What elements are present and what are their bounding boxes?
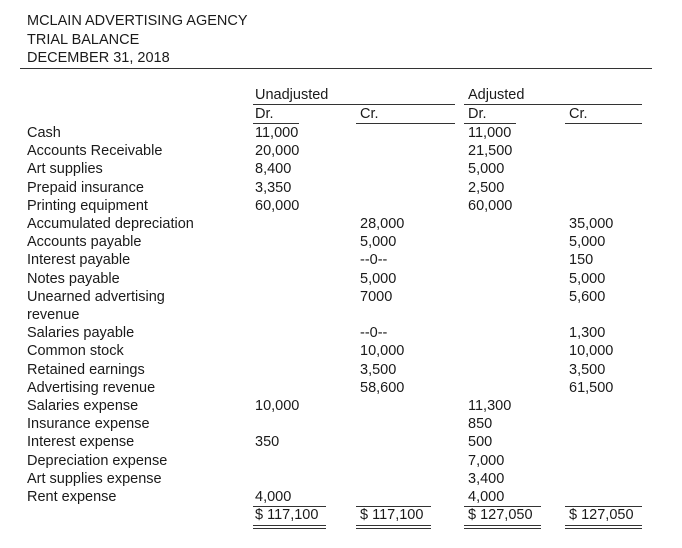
account-label: Depreciation expense xyxy=(27,452,168,469)
group-rule-adjusted xyxy=(464,104,642,105)
table-row xyxy=(0,306,682,324)
statement-date: DECEMBER 31, 2018 xyxy=(27,50,170,66)
total-unadjusted-cr: $ 117,100 xyxy=(360,507,424,523)
table-row xyxy=(0,433,682,451)
adjusted-dr: 11,300 xyxy=(468,398,512,414)
unadjusted-dr: 10,000 xyxy=(255,398,300,414)
col-header-adjusted-cr: Cr. xyxy=(569,106,588,122)
table-row xyxy=(0,270,682,288)
adjusted-dr: 7,000 xyxy=(468,452,505,469)
table-row xyxy=(0,415,682,433)
adjusted-dr: 2,500 xyxy=(468,179,505,196)
adjusted-cr: 61,500 xyxy=(569,379,614,396)
group-rule-unadjusted xyxy=(253,104,455,105)
unadjusted-cr: 10,000 xyxy=(360,343,405,360)
table-row xyxy=(0,397,682,415)
table-row xyxy=(0,179,682,197)
double-rule xyxy=(356,525,431,526)
adjusted-dr: 60,000 xyxy=(468,197,513,214)
unadjusted-dr: 350 xyxy=(255,434,280,451)
adjusted-dr: 850 xyxy=(468,416,493,433)
double-rule xyxy=(356,528,431,529)
adjusted-cr: 35,000 xyxy=(569,216,614,232)
adjusted-dr: 500 xyxy=(468,434,493,451)
adjusted-cr: 10,000 xyxy=(569,343,614,360)
account-label: Salaries payable xyxy=(27,325,135,342)
account-label: Notes payable xyxy=(27,270,120,287)
adjusted-dr: 3,400 xyxy=(468,470,505,487)
statement-title: TRIAL BALANCE xyxy=(27,32,140,48)
adjusted-dr: 21,500 xyxy=(468,143,513,160)
account-label: Printing equipment xyxy=(27,197,148,214)
table-row xyxy=(0,452,682,470)
totals-row xyxy=(0,505,682,525)
unadjusted-dr: 11,000 xyxy=(255,125,299,141)
col-header-unadjusted-dr: Dr. xyxy=(255,106,274,122)
account-label: Art supplies expense xyxy=(27,470,162,487)
double-rule xyxy=(464,525,541,526)
unadjusted-dr: 3,350 xyxy=(255,179,292,196)
double-rule xyxy=(253,528,326,529)
account-label: Accumulated depreciation xyxy=(27,216,194,232)
adjusted-cr: 5,000 xyxy=(569,270,606,287)
account-label: Cash xyxy=(27,125,61,141)
table-row xyxy=(0,342,682,360)
account-label: Advertising revenue xyxy=(27,379,156,396)
account-label: Accounts payable xyxy=(27,234,142,251)
table-row xyxy=(0,379,682,397)
unadjusted-dr: 8,400 xyxy=(255,161,292,178)
table-row xyxy=(0,470,682,488)
unadjusted-cr: 5,000 xyxy=(360,270,397,287)
account-label: Interest expense xyxy=(27,434,135,451)
adjusted-cr: 150 xyxy=(569,252,594,269)
unadjusted-cr: 3,500 xyxy=(360,361,397,378)
account-label: Interest payable xyxy=(27,252,131,269)
unadjusted-cr: 28,000 xyxy=(360,216,405,232)
unadjusted-cr: --0-- xyxy=(360,252,388,269)
account-label: Salaries expense xyxy=(27,398,139,414)
adjusted-dr: 4,000 xyxy=(468,489,505,505)
unadjusted-cr: 5,000 xyxy=(360,234,397,251)
table-row xyxy=(0,324,682,342)
unadjusted-dr: 60,000 xyxy=(255,197,300,214)
table-row xyxy=(0,197,682,215)
group-header-unadjusted: Unadjusted xyxy=(255,87,329,103)
account-label: Insurance expense xyxy=(27,416,150,433)
table-row xyxy=(0,124,682,142)
table-row xyxy=(0,215,682,233)
group-header-adjusted: Adjusted xyxy=(468,87,525,103)
double-rule xyxy=(565,528,642,529)
account-label: Rent expense xyxy=(27,489,117,505)
company-name: MCLAIN ADVERTISING AGENCY xyxy=(27,13,248,29)
adjusted-cr: 3,500 xyxy=(569,361,606,378)
total-adjusted-cr: $ 127,050 xyxy=(569,507,634,523)
unadjusted-cr: 58,600 xyxy=(360,379,405,396)
unadjusted-cr: 7000 xyxy=(360,288,393,305)
adjusted-cr: 5,600 xyxy=(569,288,606,305)
account-label: Accounts Receivable xyxy=(27,143,163,160)
account-label: Retained earnings xyxy=(27,361,145,378)
total-adjusted-dr: $ 127,050 xyxy=(468,507,533,523)
table-row xyxy=(0,288,682,306)
table-row xyxy=(0,233,682,251)
col-header-unadjusted-cr: Cr. xyxy=(360,106,379,122)
adjusted-dr: 5,000 xyxy=(468,161,505,178)
table-row xyxy=(0,488,682,506)
total-unadjusted-dr: $ 117,100 xyxy=(255,507,319,523)
unadjusted-dr: 20,000 xyxy=(255,143,300,160)
adjusted-cr: 5,000 xyxy=(569,234,606,251)
table-row xyxy=(0,251,682,269)
col-header-adjusted-dr: Dr. xyxy=(468,106,487,122)
account-label: Common stock xyxy=(27,343,124,360)
unadjusted-cr: --0-- xyxy=(360,325,388,342)
double-rule xyxy=(253,525,326,526)
table-row xyxy=(0,160,682,178)
account-label: Prepaid insurance xyxy=(27,179,144,196)
account-label: Unearned advertising xyxy=(27,288,165,305)
double-rule xyxy=(565,525,642,526)
adjusted-cr: 1,300 xyxy=(569,325,606,342)
double-rule xyxy=(464,528,541,529)
table-row xyxy=(0,361,682,379)
unadjusted-dr: 4,000 xyxy=(255,489,292,505)
table-row xyxy=(0,142,682,160)
adjusted-dr: 11,000 xyxy=(468,125,512,141)
account-label: Art supplies xyxy=(27,161,103,178)
account-label: revenue xyxy=(27,307,80,323)
header-rule xyxy=(20,68,652,69)
